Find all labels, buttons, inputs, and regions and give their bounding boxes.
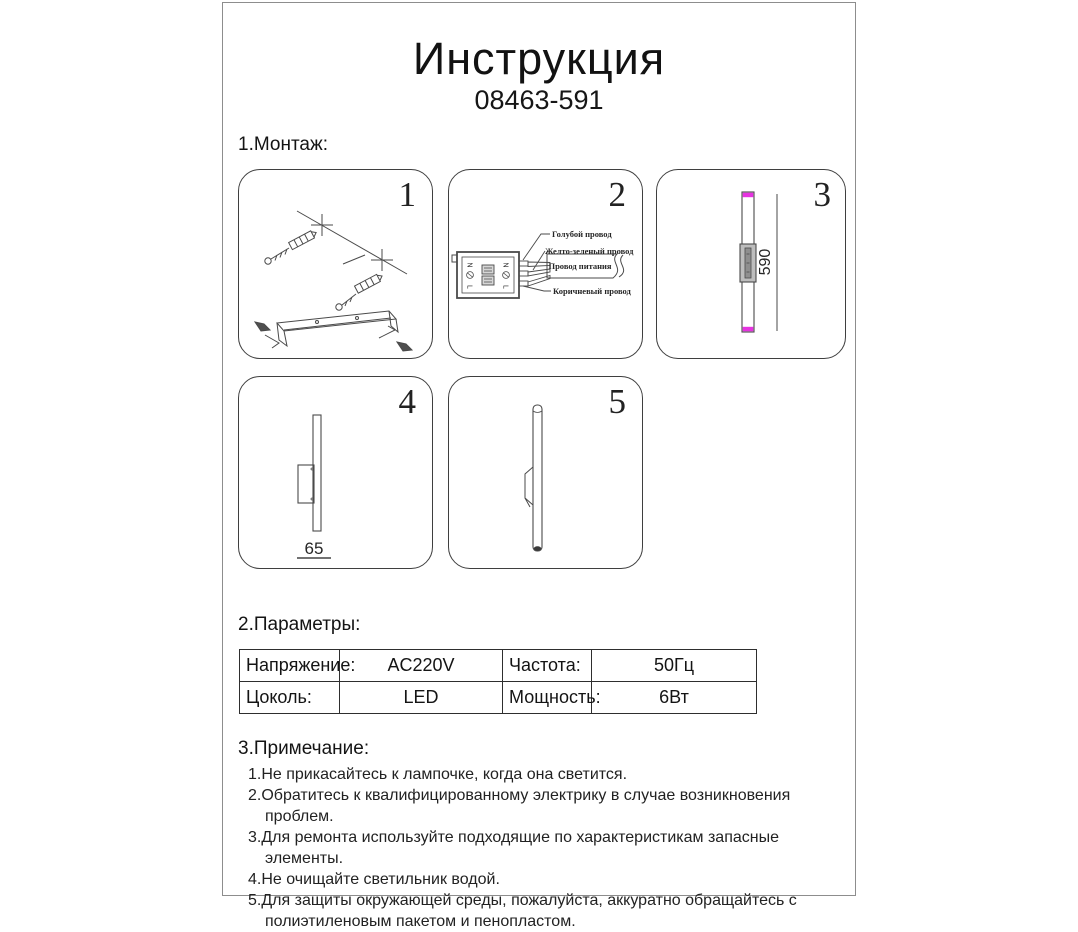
- param-label: Мощность:: [503, 682, 592, 714]
- bracket-screw: [311, 468, 313, 470]
- param-label: Цоколь:: [240, 682, 340, 714]
- section-heading-montage: 1.Монтаж:: [238, 134, 328, 155]
- leader-line: [533, 251, 545, 270]
- screw-head-icon: [255, 322, 270, 331]
- wire-stub: [519, 261, 528, 266]
- note-item: 4.Не очищайте светильник водой.: [248, 871, 500, 888]
- param-value: LED: [340, 682, 503, 714]
- yellow-green-wire-label: Желто-зеленый провод: [545, 246, 634, 256]
- diagram-step-2: [448, 169, 643, 359]
- instruction-sheet: [222, 2, 856, 930]
- section-heading-notes: 3.Примечание:: [238, 738, 370, 759]
- terminal-label-l: L: [501, 285, 509, 289]
- note-item: 1.Не прикасайтесь к лампочке, когда она светится.: [248, 766, 628, 783]
- step-number: 4: [398, 382, 416, 421]
- terminal-label-l: L: [465, 285, 473, 289]
- section-heading-params: 2.Параметры:: [238, 614, 361, 635]
- page-title: Инструкция: [412, 33, 666, 84]
- length-dimension: 590: [757, 248, 774, 276]
- diagram-step-5: [448, 376, 643, 569]
- wire-stub: [519, 281, 528, 286]
- lamp-end-cap: [534, 546, 542, 550]
- step-number: 5: [608, 382, 626, 421]
- param-value: 50Гц: [592, 650, 757, 682]
- lamp-bar: [533, 405, 542, 551]
- step-number: 3: [813, 175, 831, 214]
- terminal-block-icon: [482, 276, 494, 285]
- diagram-step-3: [656, 169, 846, 359]
- leader-line: [523, 286, 551, 291]
- step-number: 1: [398, 175, 416, 214]
- param-value: AC220V: [340, 650, 503, 682]
- param-value: 6Вт: [592, 682, 757, 714]
- cable-break-mark: [619, 255, 624, 277]
- wall-plug-icon: [289, 229, 318, 250]
- model-number: 08463-591: [474, 85, 604, 115]
- depth-dimension: 65: [304, 539, 324, 558]
- screw-icon: [265, 248, 289, 264]
- power-cord-label: Провод питания: [548, 261, 612, 271]
- param-label: Частота:: [503, 650, 592, 682]
- notes-list: [248, 764, 813, 932]
- lamp-cap-magenta: [743, 327, 754, 332]
- table-row: [240, 682, 757, 714]
- param-label: Напряжение:: [240, 650, 340, 682]
- guide-line: [343, 255, 365, 264]
- blue-wire-label: Голубой провод: [552, 229, 612, 239]
- terminal-block-icon: [482, 265, 494, 274]
- diagram-step-4: [238, 376, 433, 569]
- brown-wire-label: Коричневый провод: [553, 286, 631, 296]
- terminal-label-n: N: [465, 262, 473, 268]
- bracket-screw: [311, 498, 313, 500]
- step-number: 2: [608, 175, 626, 214]
- wall-diagonal-line: [297, 211, 407, 274]
- table-row: [240, 650, 757, 682]
- wall-bracket: [298, 465, 314, 503]
- note-item: 3.Для ремонта используйте подходящие по характеристикам запасные элементы.: [248, 829, 779, 867]
- screw-head-icon: [397, 342, 412, 351]
- drill-mark-icon: [371, 249, 393, 271]
- lamp-cap-magenta: [743, 193, 754, 198]
- diagram-step-1: [238, 169, 433, 359]
- note-item: 5.Для защиты окружающей среды, пожалуйста, аккуратно обращайтесь с полиэтиленовым пакетом и пенопластом.: [248, 892, 797, 930]
- terminal-label-n: N: [501, 262, 509, 268]
- mounting-bracket-icon: [265, 311, 398, 348]
- wire-stub: [519, 271, 528, 276]
- wall-plug-icon: [355, 272, 384, 293]
- screw-icon: [336, 294, 356, 310]
- parameters-table: [239, 649, 757, 714]
- note-item: 2.Обратитесь к квалифицированному электрику в случае возникновения проблем.: [248, 787, 791, 825]
